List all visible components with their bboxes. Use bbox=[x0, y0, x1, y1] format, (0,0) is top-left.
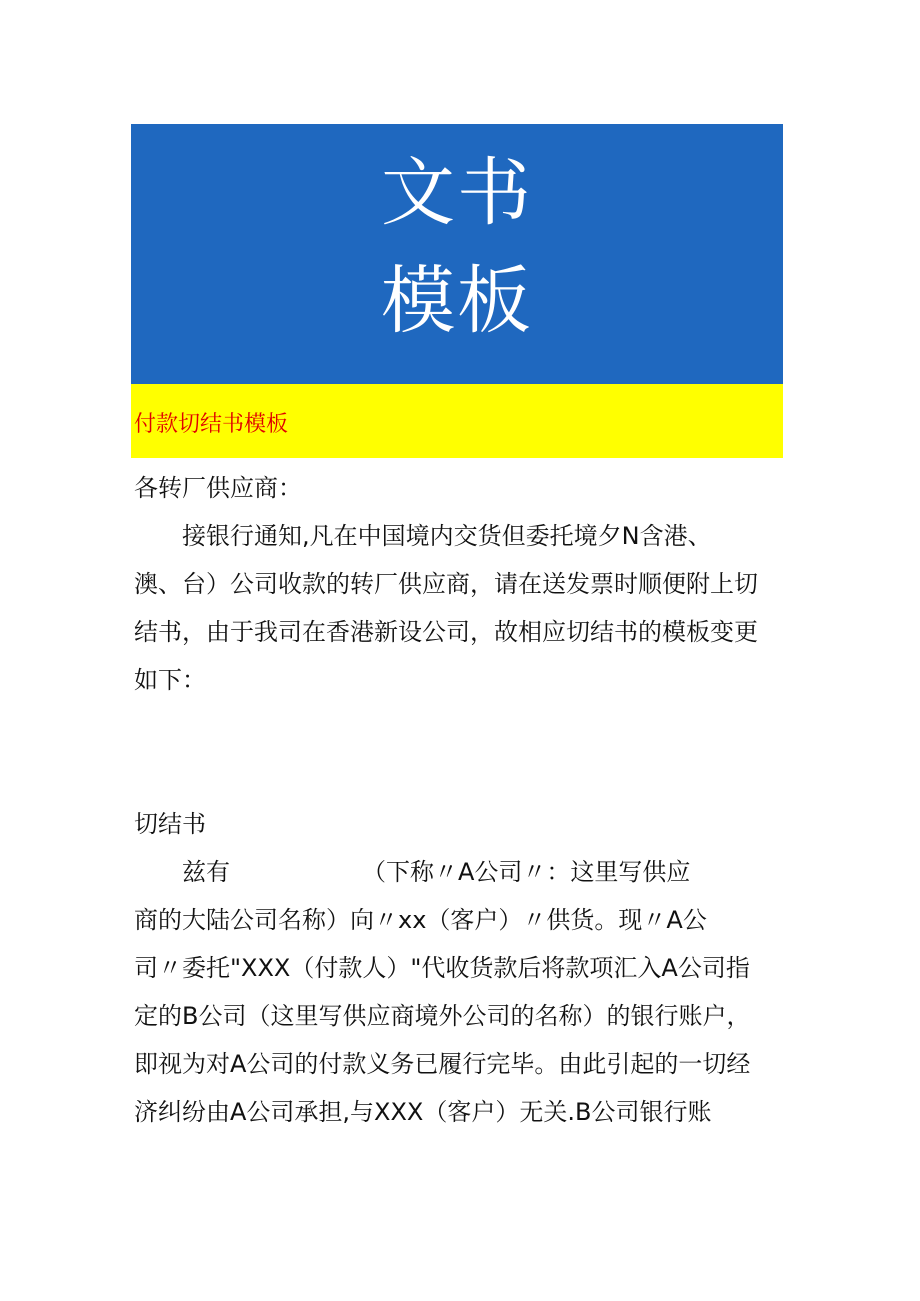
body-line-1: 兹有 （下称〃A公司〃：这里写供应 bbox=[134, 858, 691, 886]
intro-line-1: 接银行通知,凡在中国境内交货但委托境夕N含港、 bbox=[134, 522, 712, 550]
title-banner bbox=[131, 124, 783, 384]
banner-title-line-2: 模板 bbox=[381, 258, 533, 344]
intro-line-3: 结书，由于我司在香港新设公司，故相应切结书的模板变更 bbox=[134, 618, 758, 646]
section-title: 切结书 bbox=[134, 810, 206, 838]
intro-line-4: 如下： bbox=[134, 666, 206, 694]
body-line-2: 商的大陆公司名称）向〃xx（客户）〃供货。现〃A公 bbox=[134, 906, 707, 934]
intro-line-2: 澳、台）公司收款的转厂供应商，请在送发票时顺便附上切 bbox=[134, 570, 758, 598]
body-line-3: 司〃委托"XXX（付款人）"代收货款后将款项汇入A公司指 bbox=[134, 954, 750, 982]
banner-title-line-1: 文书 bbox=[381, 150, 533, 236]
body-line-4: 定的B公司（这里写供应商境外公司的名称）的银行账户， bbox=[134, 1002, 751, 1030]
body-line-6: 济纠纷由A公司承担,与XXX（客户）无关.B公司银行账 bbox=[134, 1098, 712, 1126]
salutation: 各转厂供应商： bbox=[134, 474, 302, 502]
document-subtitle: 付款切结书模板 bbox=[134, 412, 289, 437]
subtitle-bar bbox=[131, 384, 783, 458]
body-line-5: 即视为对A公司的付款义务已履行完毕。由此引起的一切经 bbox=[134, 1050, 751, 1078]
